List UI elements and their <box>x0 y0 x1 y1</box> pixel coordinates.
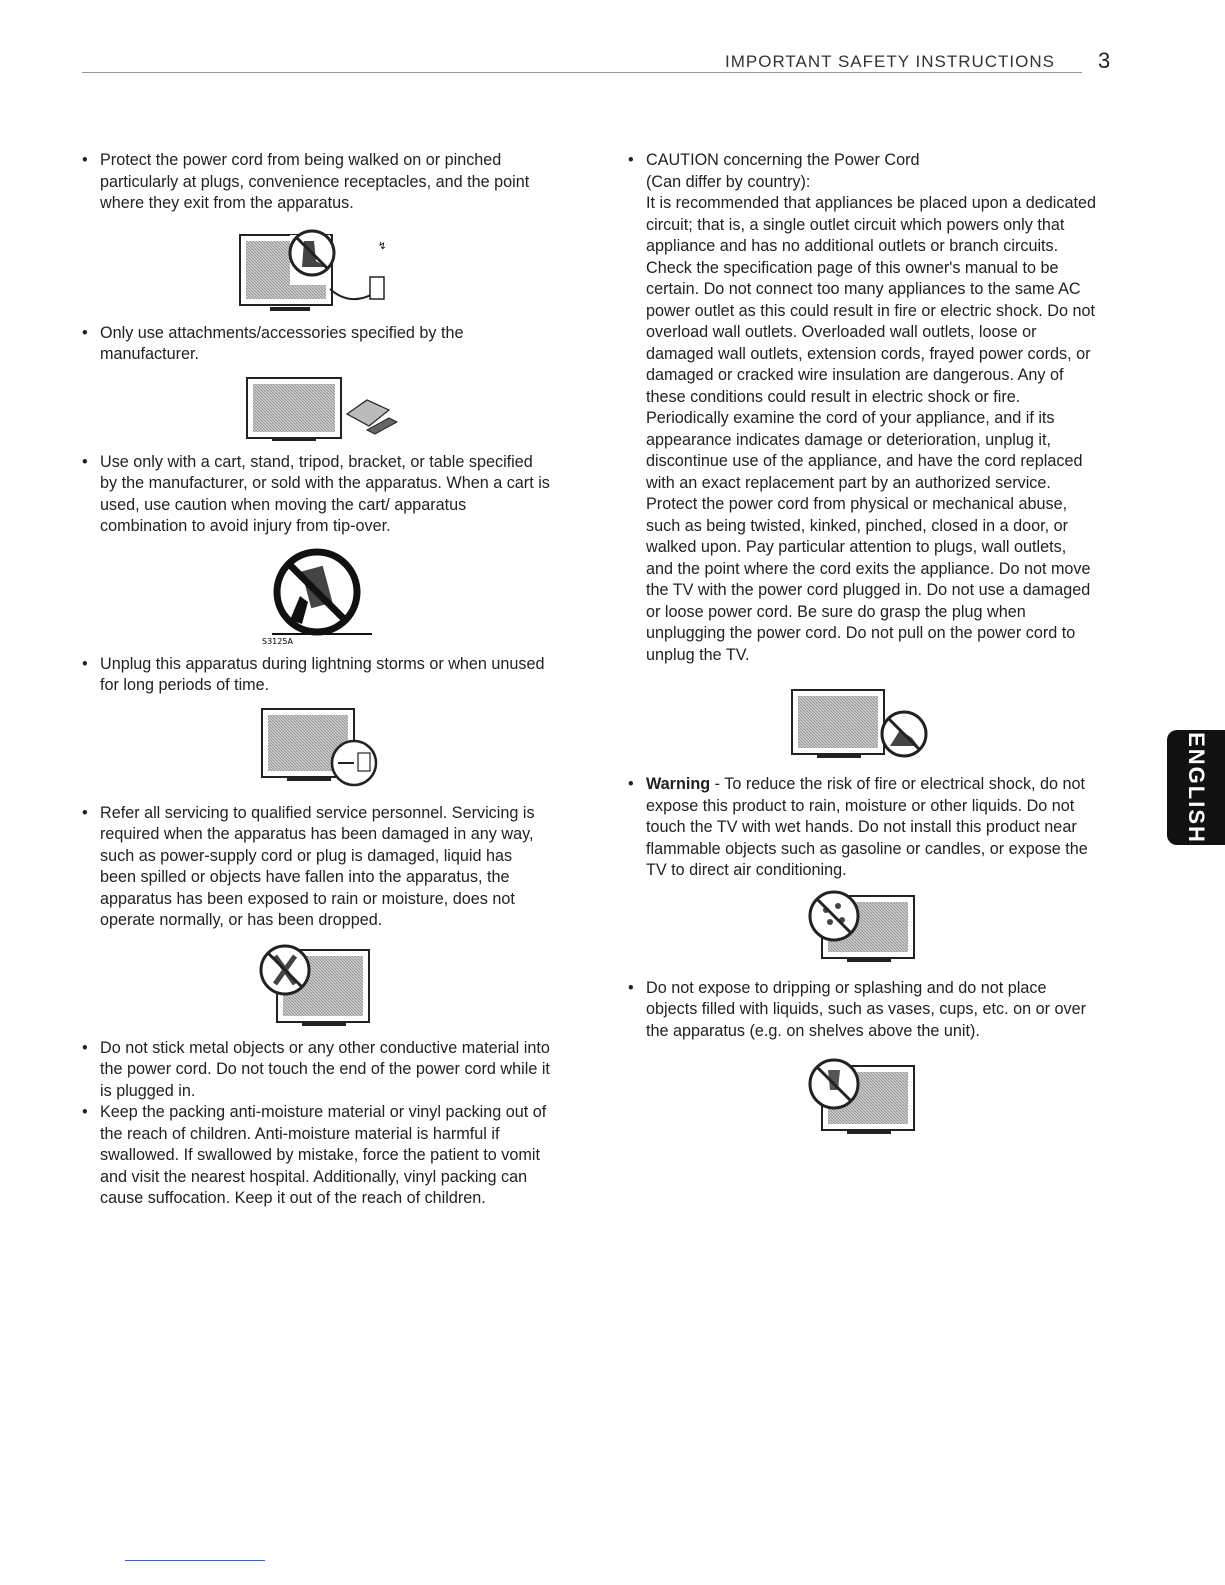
page-number: 3 <box>1098 48 1111 73</box>
right-column <box>628 150 1096 1148</box>
list-item <box>82 452 552 538</box>
item-text: • Unplug this apparatus during lightning storms or when unused for long periods of time. <box>100 654 545 694</box>
warning-item <box>628 774 1096 882</box>
item-text: • Only use attachments/accessories specified by the manufacturer. <box>100 323 464 363</box>
header-rule <box>82 72 1082 73</box>
page-title: IMPORTANT SAFETY INSTRUCTIONS <box>725 52 1055 71</box>
power-outlet-illustration <box>782 686 942 766</box>
item-text: • Do not expose to dripping or splashing and do not place objects filled with liquids, such as vases, cups, etc. on or over the apparatus (e.g. on shelves above the unit). <box>646 978 1086 1040</box>
list-item <box>82 1038 552 1103</box>
footer-rule <box>125 1560 265 1561</box>
list-item <box>628 978 1096 1043</box>
power-cord-illustration <box>230 227 405 317</box>
list-item <box>82 1102 552 1210</box>
item-text: • Do not stick metal objects or any other conductive material into the power cord. Do not touch the end of the power cord while it is plugged in. <box>100 1038 550 1100</box>
cart-tipover-warning-icon <box>222 546 412 646</box>
warning-body: - To reduce the risk of fire or electrical shock, do not expose this product to rain, moisture or other liquids. Do not touch the TV with wet hands. Do not install this product near flammable objects such as gasoline or candles, or expose the TV to direct air conditioning. <box>646 775 1088 879</box>
caution-subtitle: (Can differ by country): <box>646 172 811 191</box>
rain-warning-illustration <box>782 890 942 970</box>
servicing-illustration <box>237 940 397 1030</box>
svg-text:↯: ↯ <box>377 240 386 252</box>
item-text: • Keep the packing anti-moisture material or vinyl packing out of the reach of children. Anti-moisture material is harmful if swallowed. If swallowed by mistake, force the patient to vomit and visit the nearest hospital. Additionally, vinyl packing can cause suffocation. Keep it out of the reach of children. <box>100 1103 547 1207</box>
cart-label: S3125A <box>262 636 293 646</box>
caution-body: It is recommended that appliances be placed upon a dedicated circuit; that is, a single outlet circuit which powers only that appliance and has no additional outlets or branch circuits. Check the specification page of this owner's manual to be certain. Do not connect too many appliances to the same AC power outlet as this could result in fire or electric shock. Do not overload wall outlets. Overloaded wall outlets, loose or damaged wall outlets, extension cords, frayed power cords, or damaged or cracked wire insulation are dangerous. Any of these conditions could result in electric shock or fire. Periodically examine the cord of your appliance, and if its appearance indicates damage or deterioration, unplug it, discontinue use of the appliance, and have the cord replaced with an exact replacement part by an authorized service. Protect the power cord from physical or mechanical abuse, such as being twisted, kinked, pinched, closed in a door, or walked upon. Pay particular attention to plugs, wall outlets, and the point where the cord exits the appliance. Do not move the TV with the power cord plugged in. Do not use a damaged or loose power cord. Be sure do grasp the plug when unplugging the power cord. Do not pull on the power cord to unplug the TV. <box>646 194 1096 664</box>
left-column <box>82 150 552 1210</box>
list-item <box>82 323 552 366</box>
caution-item <box>628 150 1096 666</box>
caution-title: • CAUTION concerning the Power Cord <box>646 151 920 169</box>
unplug-illustration <box>242 705 392 795</box>
list-item <box>82 654 552 697</box>
list-item <box>82 803 552 932</box>
item-text: • Use only with a cart, stand, tripod, bracket, or table specified by the manufacturer, or sold with the apparatus. When a cart is used, use caution when moving the cart/ apparatus combination to avoid injury from tip-over. <box>100 452 550 535</box>
accessories-illustration <box>227 374 407 444</box>
language-label: ENGLISH <box>1184 731 1209 844</box>
language-tab <box>1167 730 1225 845</box>
vase-warning-illustration <box>782 1056 942 1140</box>
list-item <box>82 150 552 215</box>
warning-label: Warning <box>646 775 711 793</box>
item-text: • Protect the power cord from being walked on or pinched particularly at plugs, convenience receptacles, and the point where they exit from the apparatus. <box>100 151 530 212</box>
item-text: • Refer all servicing to qualified service personnel. Servicing is required when the apparatus has been damaged in any way, such as power-supply cord or plug is damaged, liquid has been spilled or objects have fallen into the apparatus, the apparatus has been exposed to rain or moisture, does not operate normally, or has been dropped. <box>100 803 535 929</box>
